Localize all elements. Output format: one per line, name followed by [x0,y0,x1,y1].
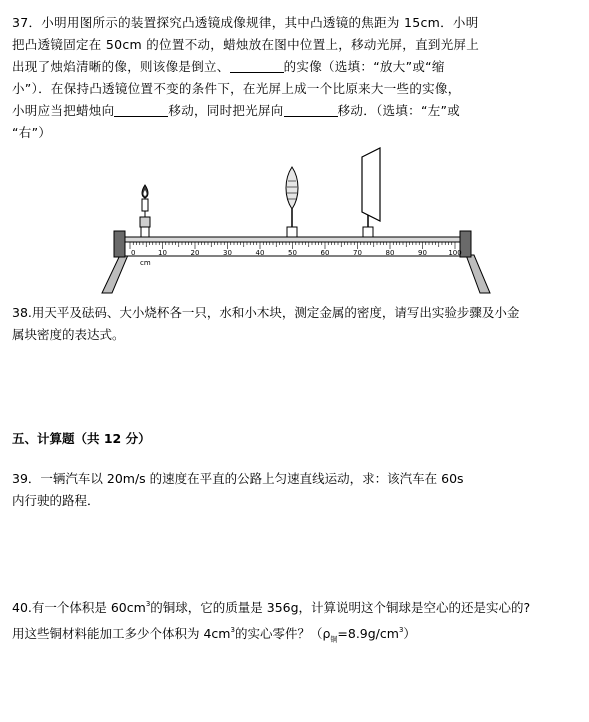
answer-blank-2[interactable] [114,103,168,117]
q37-line2: 把凸透镜固定在 50cm 的位置不动，蜡烛放在图中位置上，移动光屏，直到光屏上 [12,37,480,52]
ruler-tick-label: 40 [255,249,265,257]
ruler-tick-label: 90 [418,249,427,257]
q40-line2 [12,619,575,651]
superscript-3: 3 [398,626,404,634]
question-37 [12,12,575,144]
q40-line2-density: =8.9g/cm [337,626,399,641]
unit-label: cm [140,259,151,267]
answer-blank-1[interactable] [230,59,284,73]
optical-bench-figure [100,145,492,297]
q37-line6: “右”） [12,125,52,140]
q37-line3-end: 的实像（选填：“放大”或“缩 [283,59,445,74]
q40-line1-start: 40.有一个体积是 60cm [12,600,146,615]
q37-line3 [12,56,575,78]
q37-line5 [12,100,575,122]
q39-line2: 内行驶的路程． [12,493,100,508]
q37-line5-start: 小明应当把蜡烛向 [12,103,115,118]
left-leg [102,255,128,293]
q37-line4: 小”）．在保持凸透镜位置不变的条件下，在光屏上成一个比原来大一些的实像， [12,81,461,96]
question-39 [12,468,575,512]
ruler-tick-label: 10 [158,249,167,257]
candle [140,185,150,237]
question-38 [12,302,575,346]
left-end-block [114,231,125,257]
q40-line1 [12,593,575,619]
answer-blank-3[interactable] [284,103,338,117]
ruler-tick-label: 0 [131,249,136,257]
q40-line1-end: 的铜球，它的质量是 356g，计算说明这个铜球是空心的还是实心的? [150,600,531,615]
q39-line1: 39．一辆汽车以 20m/s 的速度在平直的公路上匀速直线运动，求：该汽车在 60s [12,471,464,486]
q37-line5-end: 移动．（选填：“左”或 [337,103,461,118]
q40-line2-start: 用这些铜材料能加工多少个体积为 4cm [12,626,231,641]
ruler-tick-label: 80 [385,249,395,257]
q38-line2: 属块密度的表达式。 [12,327,125,342]
q38-line1: 38.用天平及砝码、大小烧杯各一只，水和小木块，测定金属的密度，请写出实验步骤及小金 [12,305,520,320]
section-five-heading: 五、计算题（共 12 分） [12,431,151,446]
ruler-tick-label: 30 [223,249,232,257]
subscript-copper: 铜 [330,635,338,644]
superscript-3: 3 [145,600,151,608]
q37-line1: 37．小明用图所示的装置探究凸透镜成像规律，其中凸透镜的焦距为 15cm．小明 [12,15,479,30]
q37-line3-start: 出现了烛焰清晰的像，则该像是倒立、 [12,59,230,74]
ruler-tick-label: 50 [288,249,297,257]
light-screen [362,148,380,237]
question-40 [12,593,575,651]
q40-line2-end: ） [403,626,416,641]
q37-line5-mid: 移动，同时把光屏向 [168,103,284,118]
right-leg [466,255,490,293]
ruler-tick-label: 20 [190,249,200,257]
convex-lens [286,167,298,237]
ruler-tick-label: 100 [448,249,462,257]
ruler-tick-label: 60 [320,249,330,257]
rail-top [125,237,460,242]
ruler-tick-label: 70 [353,249,362,257]
superscript-3: 3 [230,626,235,634]
q40-line2-mid: 的实心零件？（ρ [234,626,331,641]
